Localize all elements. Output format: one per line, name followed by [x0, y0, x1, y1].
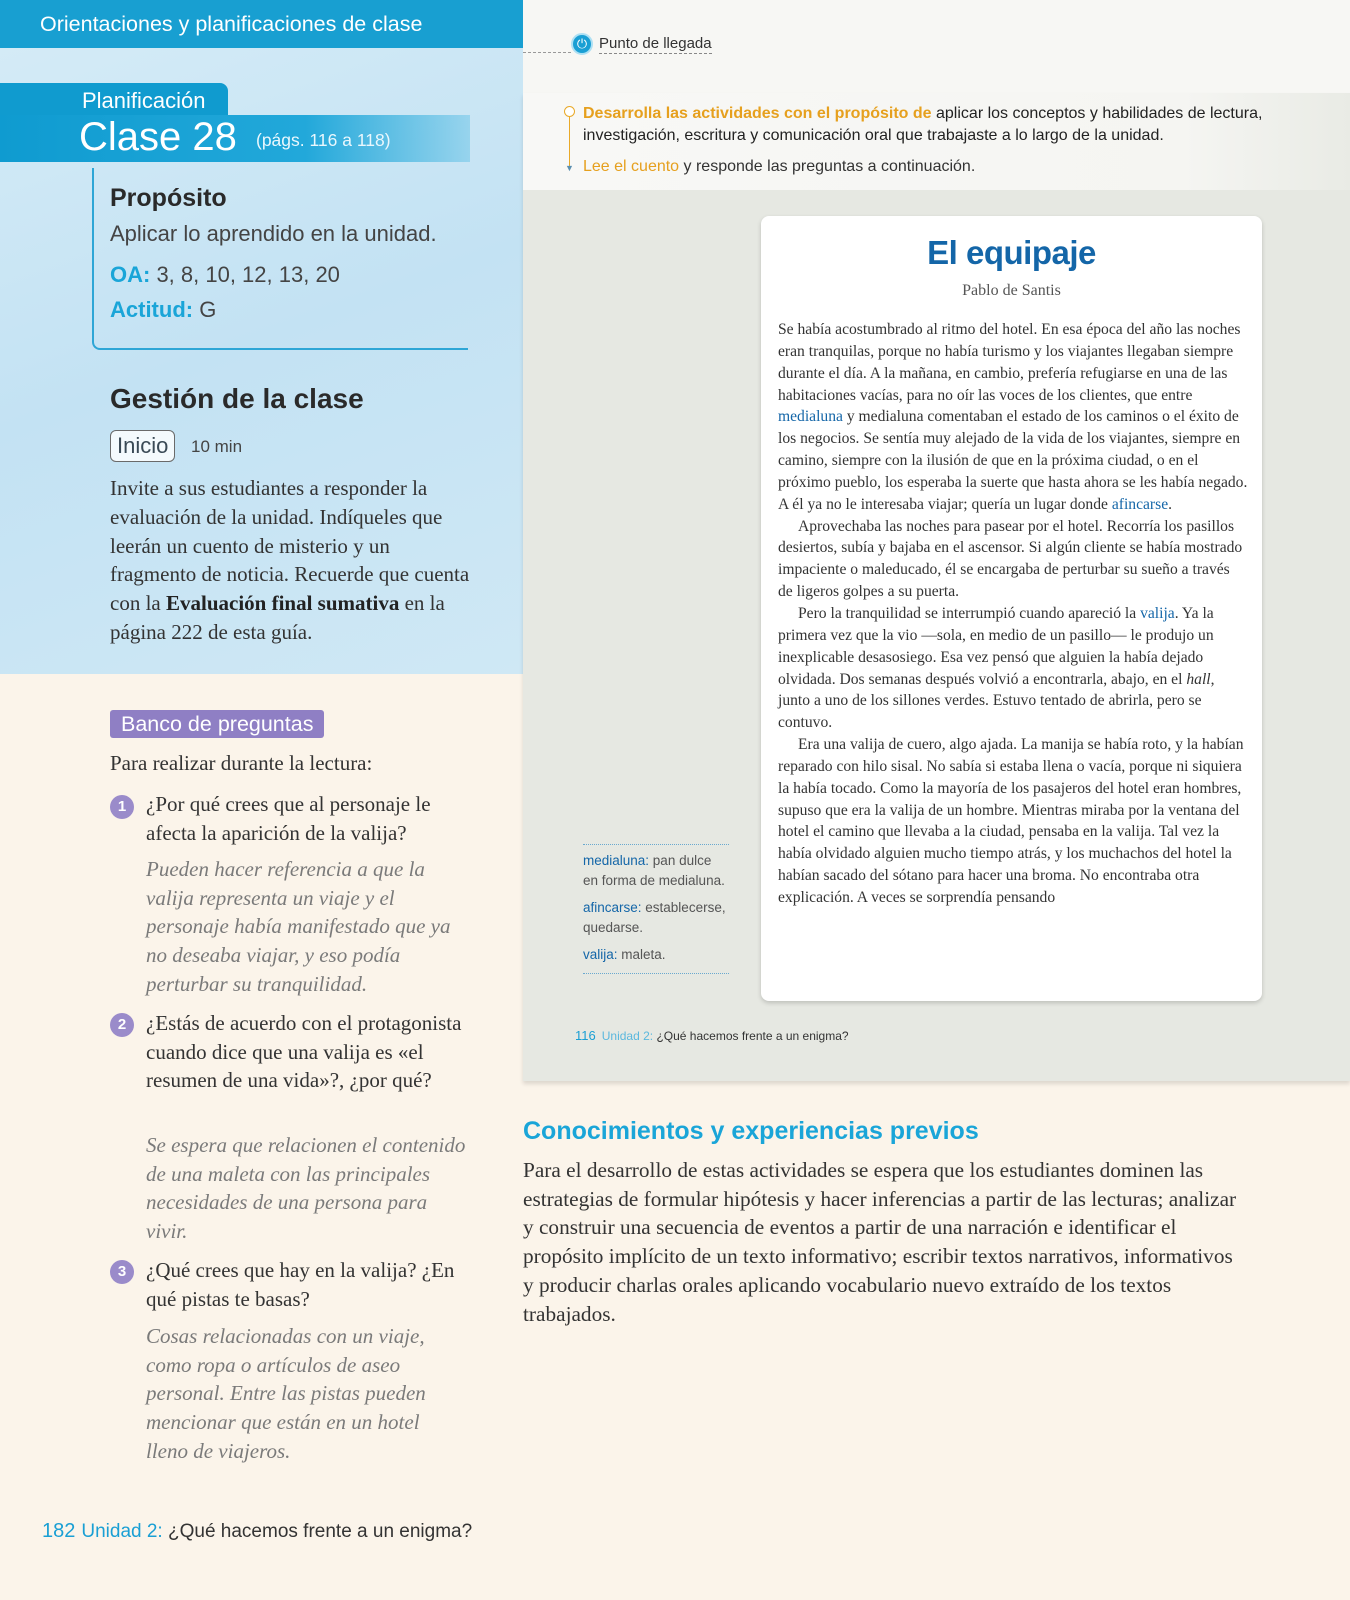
instruction-2-text: y responde las preguntas a continuación.	[679, 158, 976, 175]
glossary-term: valija:	[583, 947, 618, 962]
glossary-item	[583, 851, 729, 891]
section-header: Orientaciones y planificaciones de clase	[0, 0, 523, 48]
proposito-title: Propósito	[110, 184, 227, 212]
question-answer: Pueden hacer referencia a que la valija representa un viaje y el personaje había manifestado que ya no deseaba viajar, y eso podía perturbar su tranquilidad.	[146, 857, 451, 996]
punto-label: Punto de llegada	[599, 35, 712, 52]
glossary-def: pan dulce en forma de medialuna.	[583, 853, 725, 888]
glossary-term: afincarse:	[583, 900, 642, 915]
question-text: ¿Por qué crees que al personaje le afecta la aparición de la valija?	[146, 792, 431, 845]
actitud-value: G	[193, 297, 217, 322]
question-text: ¿Estás de acuerdo con el protagonista cuando dice que una valija es «el resumen de una vida»?, ¿por qué?	[146, 1011, 462, 1092]
oa-value: 3, 8, 10, 12, 13, 20	[150, 262, 340, 287]
planificacion-tab: Planificación	[0, 83, 228, 117]
story-text: . Ya la primera vez que la vio —sola, en medio de un pasillo— le produjo un inexplicable desasosiego. Esa vez pensó que alguien la había dejado olvidada. Dos semanas después volvió a encontrarla, abajo, en el	[778, 604, 1214, 688]
timeline-dot-icon	[564, 106, 575, 117]
glossary-term: medialuna:	[583, 853, 650, 868]
conocimientos-text: Para el desarrollo de estas actividades se espera que los estudiantes dominen las estrategias de formular hipótesis y hacer inferencias a partir de las lecturas; analizar y construir una secuencia de eventos a partir de una narración e identificar el propósito implícito de un texto informativo; escribir textos narrativos, informativos y producir charlas orales aplicando vocabulario nuevo extraído de los textos trabajados.	[523, 1158, 1237, 1326]
story-text: Se había acostumbrado al ritmo del hotel. En esa época del año las noches eran tranquilas, porque no había turismo y los viajantes llegaban siempre durante el día. A la mañana, en cambio, prefería refugiarse en una de las habitaciones vacías, para no oír las voces de los clientes, que entre	[778, 321, 1241, 404]
story-paragraph	[778, 603, 1248, 734]
divider	[523, 52, 571, 53]
gestion-text-b: en la página 222 de esta guía.	[110, 591, 445, 644]
banco-label: Banco de preguntas	[110, 710, 324, 738]
inicio-time: 10 min	[191, 437, 243, 456]
instruction-1-highlight: Desarrolla las actividades con el propósito de	[583, 105, 932, 122]
story-text-italic: hall	[1186, 670, 1211, 688]
question-answer: Cosas relacionadas con un viaje, como ropa o artículos de aseo personal. Entre las pistas pueden mencionar que están en un hotel lleno de viajeros.	[146, 1324, 426, 1463]
page-number: 182	[42, 1520, 76, 1542]
glossary-term: medialuna	[778, 408, 843, 426]
story-text: , junto a uno de los sillones verdes. Estuvo tentado de abrirla, pero se contuvo.	[778, 670, 1215, 732]
banco-subtitle: Para realizar durante la lectura:	[110, 751, 373, 775]
question-text: ¿Qué crees que hay en la valija? ¿En qué pistas te basas?	[146, 1258, 455, 1311]
story-title: El equipaje	[927, 234, 1096, 271]
question-number: 3	[110, 1260, 134, 1284]
glossary-item	[583, 898, 729, 938]
gestion-text-bold: Evaluación final sumativa	[165, 591, 400, 616]
glossary-term: afincarse	[1111, 495, 1169, 513]
class-title: Clase 28	[79, 115, 237, 159]
question-number: 2	[110, 1013, 134, 1037]
conocimientos-title: Conocimientos y experiencias previos	[523, 1117, 979, 1145]
glossary-def: maleta.	[617, 947, 666, 962]
glossary	[583, 844, 729, 974]
question-number: 1	[110, 795, 134, 819]
timeline-line	[569, 113, 570, 167]
unit-title: ¿Qué hacemos frente a un enigma?	[656, 1029, 849, 1043]
unit-label: Unidad 2:	[601, 1029, 654, 1043]
gestion-text	[110, 474, 480, 647]
story-body	[778, 319, 1248, 909]
story-text: Pero la tranquilidad se interrumpió cuando apareció la	[798, 604, 1141, 622]
glossary-item	[583, 945, 729, 965]
instruction-1	[583, 103, 1283, 147]
story-paragraph	[778, 319, 1248, 516]
story-text: .	[1168, 495, 1173, 513]
page-number: 116	[575, 1028, 596, 1043]
question-answer: Se espera que relacionen el contenido de una maleta con las principales necesidades de una persona para vivir.	[146, 1133, 466, 1244]
arrow-down-icon: ▼	[565, 163, 574, 173]
glossary-term: valija	[1140, 604, 1175, 622]
unit-title: ¿Qué hacemos frente a un enigma?	[168, 1521, 473, 1542]
glossary-def: establecerse, quedarse.	[583, 900, 726, 935]
actitud-label: Actitud:	[110, 297, 194, 322]
story-paragraph: Era una valija de cuero, algo ajada. La manija se había roto, y la habían reparado con hilo sisal. No sabía si estaba llena o vacía, porque ni siquiera la había tocado. Como la mayoría de los pasajeros del hotel eran hombres, supuso que era la valija de un hombre. Mientras miraba por la ventana del hotel el camino que llevaba a la ciudad, pensaba en la valija. Tal vez la había olvidado alguien mucho tiempo atrás, y los muchachos del hotel la habían sacado del sótano para hacer una broma. No encontraba otra explicación. A veces se sorprendía pensando	[778, 736, 1244, 906]
class-pages: (págs. 116 a 118)	[256, 130, 391, 150]
proposito-text: Aplicar lo aprendido en la unidad.	[110, 221, 437, 246]
story-paragraph: Aprovechaba las noches para pasear por el hotel. Recorría los pasillos desiertos, subía y bajaba en el ascensor. Si algún cliente se había mostrado impaciente o maleducado, él se encargaba de perturbar su sueño a través de ligeros golpes a su puerta.	[778, 517, 1243, 601]
power-icon: ⏻	[571, 33, 593, 55]
gestion-text-a: Invite a sus estudiantes a responder la evaluación de la unidad. Indíqueles que leerán un cuento de misterio y un fragmento de noticia. Recuerde que cuenta con la	[110, 476, 470, 616]
oa-label: OA:	[110, 262, 151, 287]
student-page-footer	[575, 1028, 849, 1043]
unit-label: Unidad 2:	[81, 1521, 163, 1542]
oa-line	[110, 262, 340, 288]
gestion-title: Gestión de la clase	[110, 383, 364, 414]
story-author: Pablo de Santis	[962, 282, 1061, 299]
actitud-line	[110, 297, 216, 323]
story-text: y medialuna comentaban el estado de los caminos o el éxito de los negocios. Se sentía muy alejado de la vida de los viajantes, siempre en camino, siempre con la ilusión de que en la próxima ciudad, o en el próximo pueblo, los esperaba la suerte que hasta ahora se les había negado. A él ya no le interesaba viajar; quería un lugar donde	[778, 408, 1248, 513]
instruction-2	[583, 158, 975, 176]
class-banner	[0, 115, 470, 162]
page-footer	[42, 1520, 472, 1543]
instruction-2-highlight: Lee el cuento	[583, 158, 680, 175]
instruction-1-text: aplicar los conceptos y habilidades de lectura, investigación, escritura y comunicación oral que trabajaste a lo largo de la unidad.	[583, 105, 1263, 144]
inicio-badge: Inicio	[110, 430, 175, 462]
